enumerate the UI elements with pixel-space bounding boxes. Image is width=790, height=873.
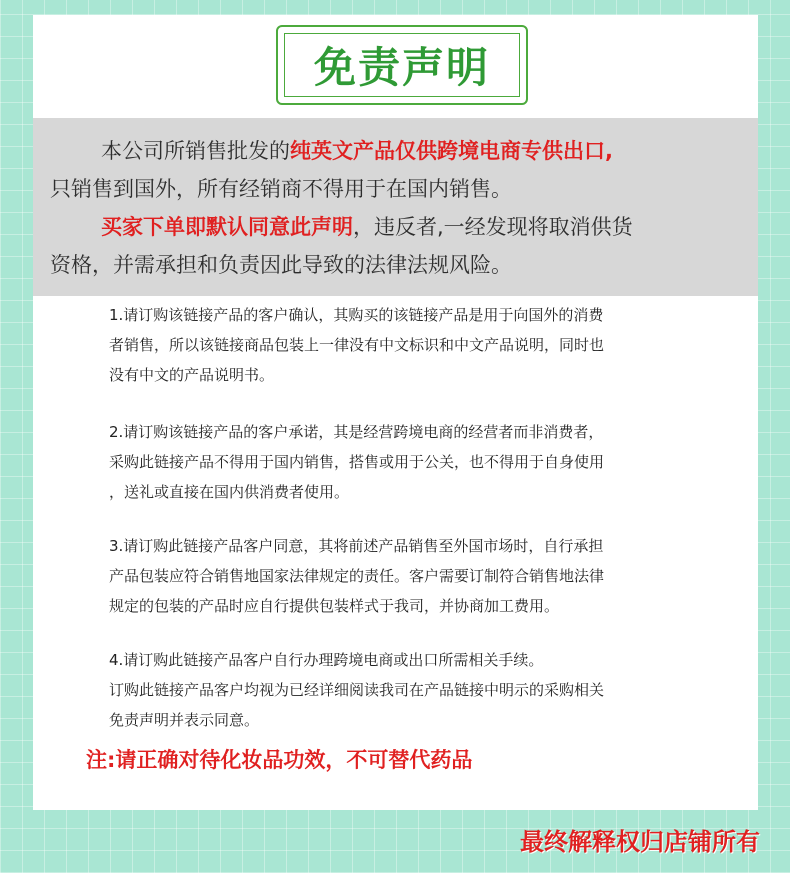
band-line-4: 资格，并需承担和负责因此导致的法律法规风险。 (50, 253, 512, 277)
clause-1-line-1: 1.请订购该链接产品的客户确认，其购买的该链接产品是用于向国外的消费 (109, 306, 604, 324)
disclaimer-card (33, 15, 758, 810)
clause-2 (109, 417, 748, 507)
clause-4-line-1: 4.请订购此链接产品客户自行办理跨境电商或出口所需相关手续。 (109, 651, 544, 669)
clause-1 (109, 300, 748, 390)
band-line-1 (101, 136, 752, 166)
clause-3-line-2: 产品包装应符合销售地国家法律规定的责任。客户需要订制符合销售地法律 (109, 567, 605, 585)
band-line-3-highlight: 买家下单即默认同意此声明 (101, 215, 353, 239)
band-line-1-highlight: 纯英文产品仅供跨境电商专供出口, (290, 139, 613, 163)
clause-3-line-3: 规定的包装的产品时应自行提供包装样式于我司，并协商加工费用。 (109, 597, 560, 615)
band-line-3 (101, 212, 752, 242)
band-line-1-normal: 本公司所销售批发的 (101, 139, 290, 163)
clause-2-line-2: 采购此链接产品不得用于国内销售，搭售或用于公关，也不得用于自身使用 (109, 453, 605, 471)
band-line-2: 只销售到国外，所有经销商不得用于在国内销售。 (50, 177, 512, 201)
cosmetics-note: 注:请正确对待化妆品功效，不可替代药品 (86, 748, 473, 772)
clause-3 (109, 531, 748, 621)
clause-4-line-3: 免责声明并表示同意。 (109, 711, 260, 729)
page-title: 免责声明 (313, 43, 490, 92)
clause-1-line-3: 没有中文的产品说明书。 (109, 366, 275, 384)
clause-4-line-2: 订购此链接产品客户均视为已经详细阅读我司在产品链接中明示的采购相关 (109, 681, 605, 699)
band-line-3-normal: ，违反者,一经发现将取消供货 (353, 215, 633, 239)
clause-2-line-1: 2.请订购该链接产品的客户承诺，其是经营跨境电商的经营者而非消费者， (109, 423, 604, 441)
clause-2-line-3: ，送礼或直接在国内供消费者使用。 (109, 483, 350, 501)
key-statement-band (33, 118, 758, 296)
footer-rights-notice: 最终解释权归店铺所有 (520, 828, 760, 856)
title-frame (276, 25, 528, 105)
clause-1-line-2: 者销售，所以该链接商品包装上一律没有中文标识和中文产品说明，同时也 (109, 336, 605, 354)
title-inner-frame (284, 33, 520, 97)
clause-4 (109, 645, 748, 735)
clause-3-line-1: 3.请订购此链接产品客户同意，其将前述产品销售至外国市场时，自行承担 (109, 537, 604, 555)
